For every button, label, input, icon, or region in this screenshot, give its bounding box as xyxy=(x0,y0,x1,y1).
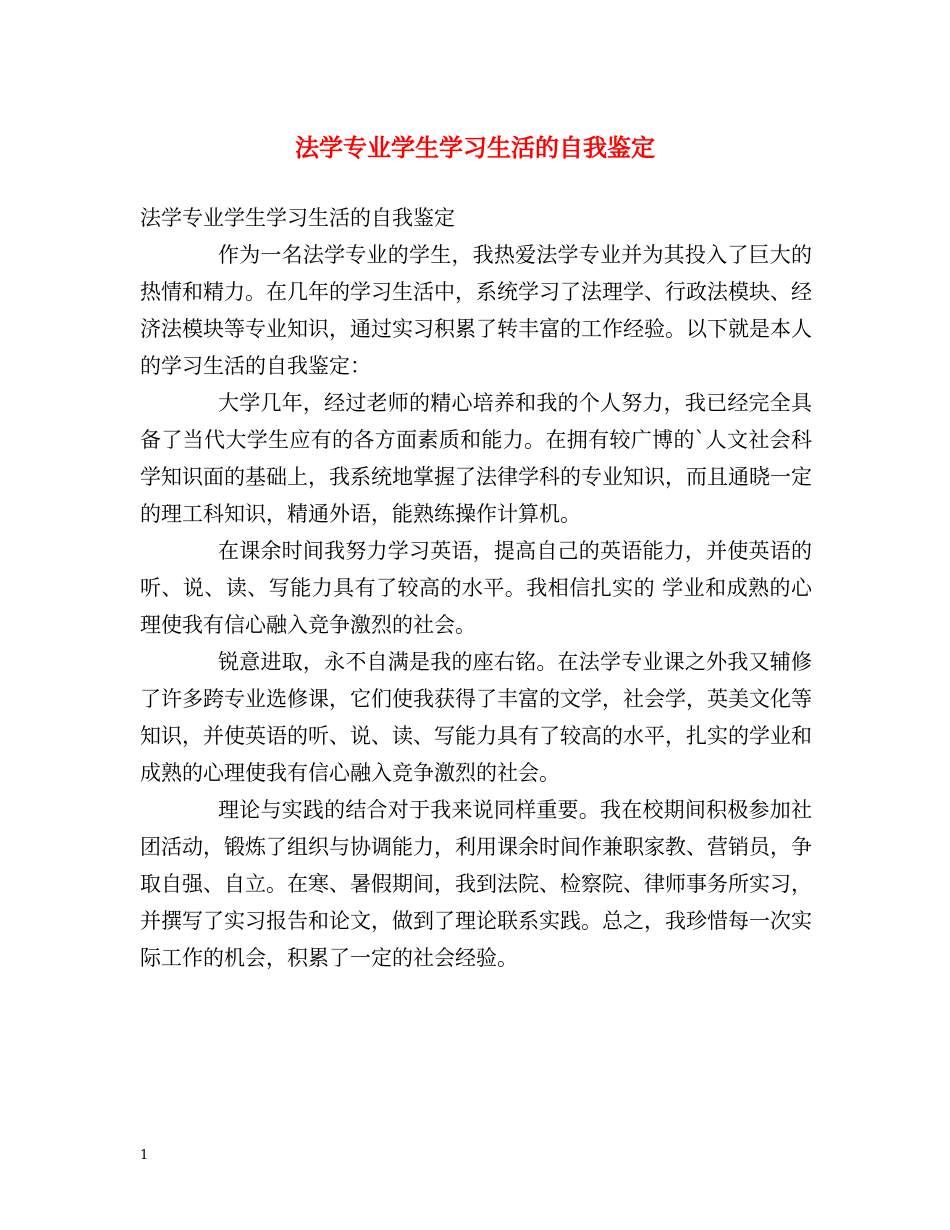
page-number: 1 xyxy=(140,1148,149,1163)
paragraph: 理论与实践的结合对于我来说同样重要。我在校期间积极参加社团活动，锻炼了组织与协调能力，利用课余时间作兼职家教、营销员，争取自强、自立。在寒、暑假期间，我到法院、检察院、律师事务所实习，并撰写了实习报告和论文，做到了理论联系实践。总之，我珍惜每一次实际工作的机会，积累了一定的社会经验。 xyxy=(140,798,812,970)
document-subtitle: 法学专业学生学习生活的自我鉴定 xyxy=(140,206,455,230)
document-title: 法学专业学生学习生活的自我鉴定 xyxy=(295,133,655,162)
paragraph: 作为一名法学专业的学生，我热爱法学专业并为其投入了巨大的热情和精力。在几年的学习生活中，系统学习了法理学、行政法模块、经济法模块等专业知识，通过实习积累了转丰富的工作经验。以下就是本人的学习生活的自我鉴定： xyxy=(140,243,812,378)
document-body xyxy=(140,200,812,977)
paragraph: 在课余时间我努力学习英语，提高自己的英语能力，并使英语的听、说、读、写能力具有了较高的水平。我相信扎实的 学业和成熟的心理使我有信心融入竞争激烈的社会。 xyxy=(140,539,812,637)
paragraph: 大学几年，经过老师的精心培养和我的个人努力，我已经完全具备了当代大学生应有的各方面素质和能力。在拥有较广博的`人文社会科学知识面的基础上，我系统地掌握了法律学科的专业知识，而且通晓一定的理工科知识，精通外语，能熟练操作计算机。 xyxy=(140,391,812,526)
paragraph: 锐意进取，永不自满是我的座右铭。在法学专业课之外我又辅修了许多跨专业选修课，它们使我获得了丰富的文学，社会学，英美文化等知识，并使英语的听、说、读、写能力具有了较高的水平，扎实的学业和成熟的心理使我有信心融入竞争激烈的社会。 xyxy=(140,650,812,785)
